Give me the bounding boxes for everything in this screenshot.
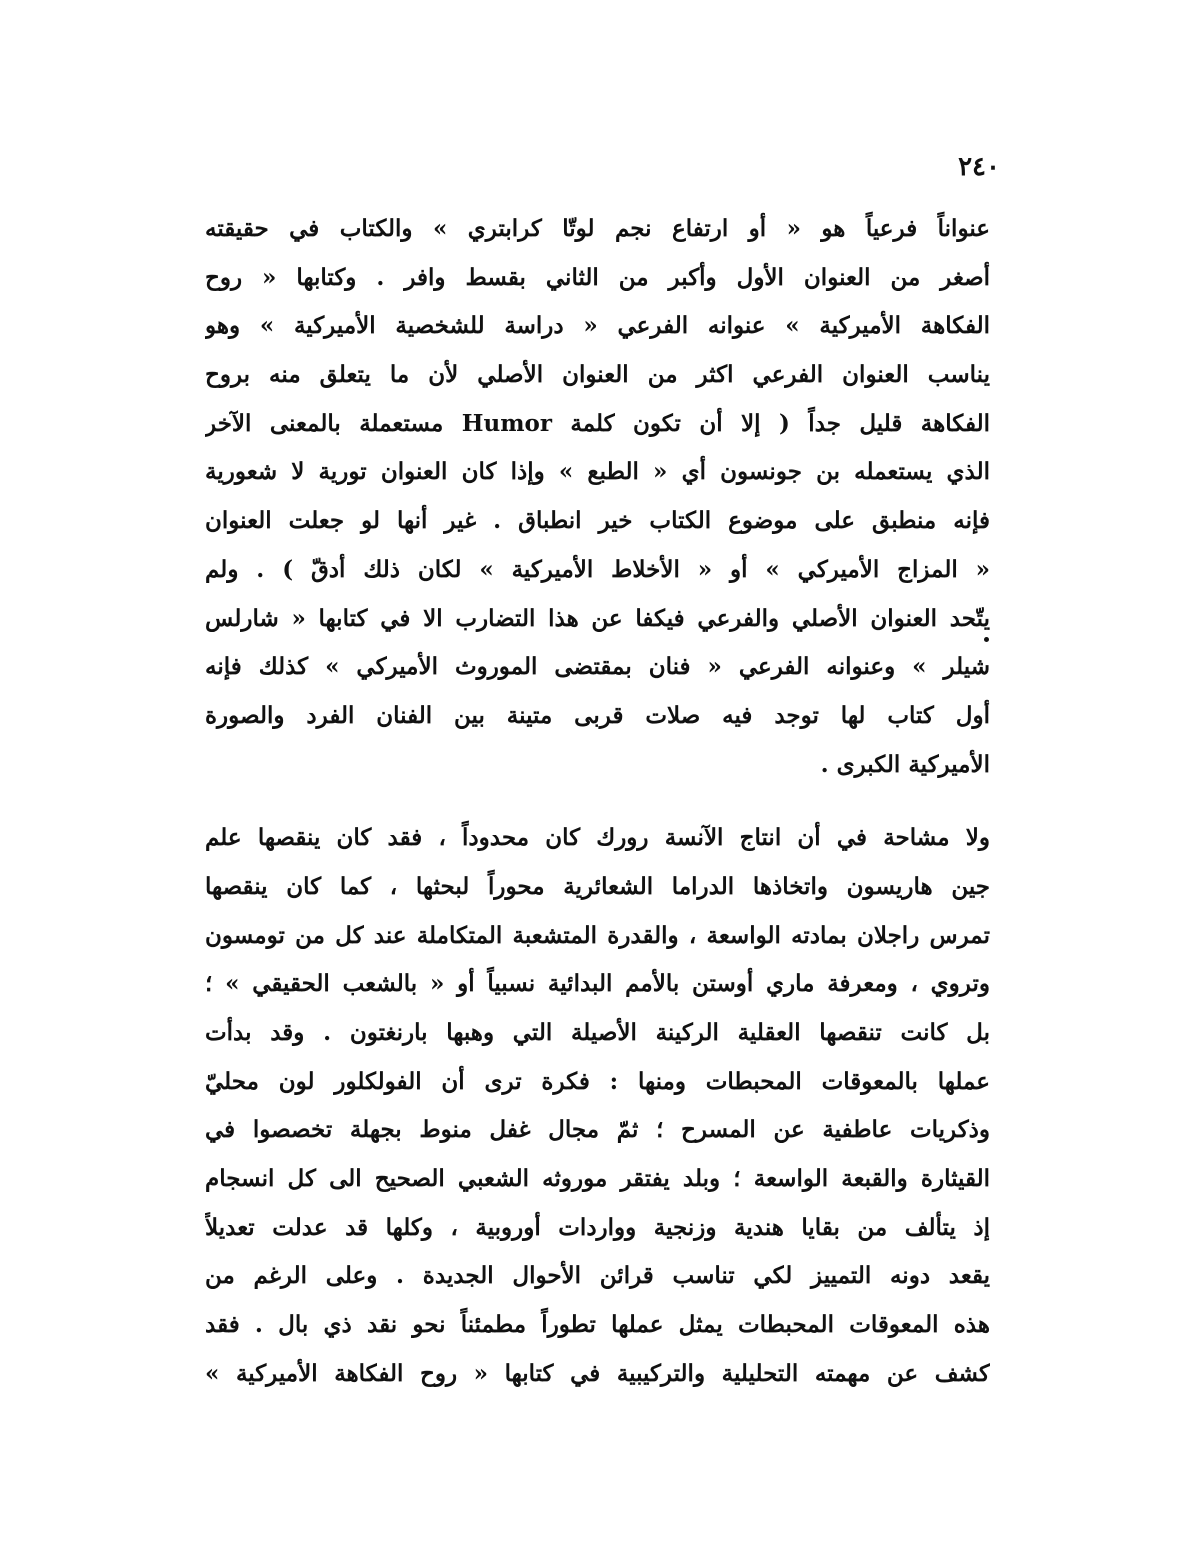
paragraph-1 (205, 205, 990, 789)
text-line: بل كانت تنقصها العقلية الركينة الأصيلة التي وهبها بارنغتون . وقد بدأت (205, 1019, 990, 1046)
text-line: أول كتاب لها توجد فيه صلات قربى متينة بين الفنان الفرد والصورة (205, 701, 990, 729)
text-line: ولا مشاحة في أن انتاج الآنسة رورك كان محدوداً ، فقد كان ينقصها علم (205, 824, 990, 852)
text-line: شيلر » وعنوانه الفرعي « فنان بمقتضى الموروث الأميركي » كذلك فإنه (205, 653, 990, 681)
text-line: فإنه منطبق على موضوع الكتاب خير انطباق . غير أنها لو جعلت العنوان (205, 507, 990, 535)
text-line: يتّحد العنوان الأصلي والفرعي فيكفا عن هذا التضارب الا في كتابها « شارلس (205, 604, 990, 632)
text-line: الفكاهة الأميركية » عنوانه الفرعي « دراسة للشخصية الأميركية » وهو (205, 312, 990, 340)
text-line: يقعد دونه التمييز لكي تناسب قرائن الأحوال الجديدة . وعلى الرغم من (205, 1262, 990, 1290)
text-line: إذ يتألف من بقايا هندية وزنجية وواردات أوروبية ، وكلها قد عدلت تعديلاً (205, 1213, 990, 1241)
text-line: عنواناً فرعياً هو « أو ارتفاع نجم لوتّا كرابتري » والكتاب في حقيقته (205, 215, 990, 242)
text-line: « المزاج الأميركي » أو « الأخلاط الأميركية » لكان ذلك أدقّ ) . ولم (205, 555, 990, 583)
paragraph-2 (205, 814, 990, 1398)
text-line: جين هاريسون واتخاذها الدراما الشعائرية محوراً لبحثها ، كما كان ينقصها (205, 872, 990, 900)
text-line: الفكاهة قليل جداً ( إلا أن تكون كلمة Humor مستعملة بالمعنى الآخر (205, 409, 990, 437)
text-line: أصغر من العنوان الأول وأكبر من الثاني بقسط وافر . وكتابها « روح (205, 263, 990, 291)
text-line: الذي يستعمله بن جونسون أي « الطبع » وإذا كان العنوان تورية لا شعورية (205, 458, 990, 486)
margin-dot (984, 637, 989, 642)
text-line: هذه المعوقات المحبطات يمثل عملها تطوراً مطمئناً نحو نقد ذي بال . فقد (205, 1311, 990, 1339)
text-line: عملها بالمعوقات المحبطات ومنها : فكرة ترى أن الفولكلور لون محليّ (205, 1067, 990, 1095)
body-text (205, 205, 990, 1399)
text-line: وذكريات عاطفية عن المسرح ؛ ثمّ مجال غفل منوط بجهلة تخصصوا في (205, 1116, 990, 1144)
text-line: وتروي ، ومعرفة ماري أوستن بالأمم البدائية نسبياً أو « بالشعب الحقيقي » ؛ (205, 970, 990, 998)
text-line: تمرس راجلان بمادته الواسعة ، والقدرة المتشعبة المتكاملة عند كل من تومسون (205, 921, 990, 949)
text-line: القيثارة والقبعة الواسعة ؛ وبلد يفتقر موروثه الشعبي الصحيح الى كل انسجام (205, 1165, 990, 1193)
page-number: ٢٤٠ (958, 152, 1000, 182)
text-line: كشف عن مهمته التحليلية والتركيبية في كتابها « روح الفكاهة الأميركية » (205, 1359, 990, 1387)
text-line: يناسب العنوان الفرعي اكثر من العنوان الأصلي لأن ما يتعلق منه بروح (205, 361, 990, 389)
text-line: الأميركية الكبرى . (820, 750, 990, 778)
paragraph-gap (205, 789, 990, 814)
